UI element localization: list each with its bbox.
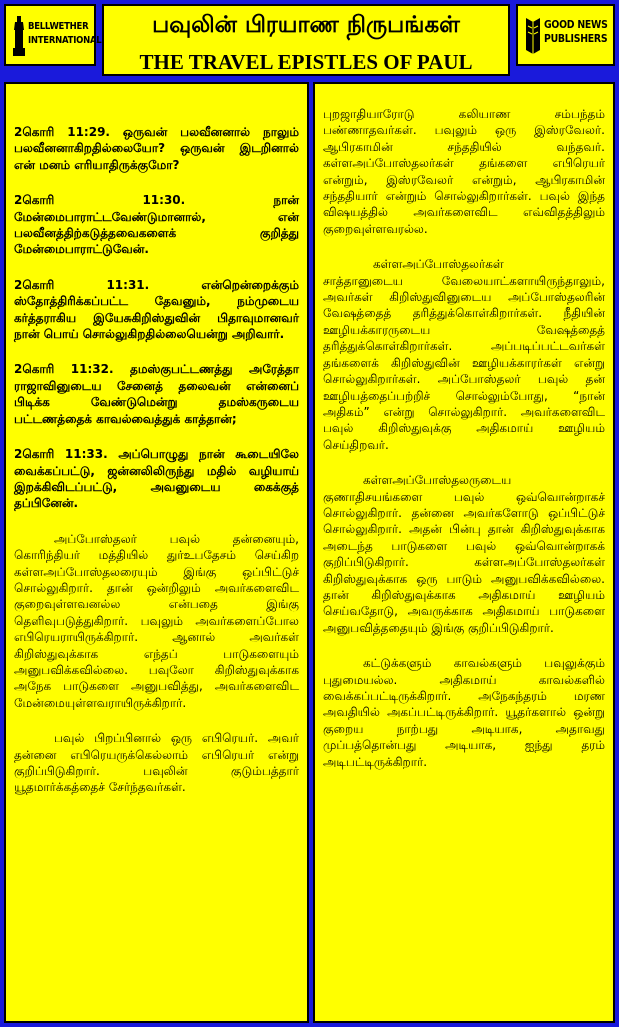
right-column [313,82,615,1023]
verse-2cor-11-29: 2கொரி 11:29. ஒருவன் பலவீனனால் நாலும் பலவீனனாகிறதில்லையோ? ஒருவன் இடறினால் என் மனம் எரியாதிருக்குமோ? [14,125,299,172]
commentary-paragraph: அப்போஸ்தலர் பவுல் தன்னையும், கொரிந்தியர் மத்தியில் துர்உபதேசம் செய்கிற கள்ளஅப்போஸ்தலரையும் இங்கு ஒப்பிட்டுச் சொல்லுகிறார். தான் ஒன்றிலும் அவர்களைவிட குறைவுள்ளவனல்ல என்பதை இங்கு தெளிவுபடுத்துகிறார். பவுலும் அவர்களைப்போல எபிரெயராயிருக்கிறார். ஆனால் அவர்கள் கிறிஸ்துவுக்காக எந்தப் பாடுகளையும் அனுபவிக்கவில்லை. பவுலோ கிறிஸ்துவுக்காக அநேக பாடுகளை அனுபவித்து, அவர்களைவிட மேன்மையுள்ளவராயிருக்கிறார். [14,531,299,710]
commentary-paragraph: புறஜாதியாரோடு கலியாண சம்பந்தம் பண்ணாதவர்கள். பவுலும் ஒரு இஸ்ரவேலர். ஆபிரகாமின் சந்ததியில் வந்தவர். கள்ளஅப்போஸ்தலர்கள் தங்களை எபிரெயர் என்றும், இஸ்ரவேலர் என்றும், ஆபிரகாமின் சந்ததியார் என்றும் சொல்லுகிறார்கள். பவுல் இந்த விஷயத்தில் அவர்களைவிட எவ்விதத்திலும் குறைவுள்ளவரல்ல. [323,107,605,236]
page-title-tamil: பவுலின் பிரயாண நிருபங்கள் [152,12,460,38]
commentary-paragraph: கட்டுக்களும் காவல்களும் பவுலுக்கும் புதுமையல்ல. அதிகமாய் காவல்களில் வைக்கப்பட்டிருக்கிறார். அநேகந்தரம் மரண அவதியில் அகப்பட்டிருக்கிறார். யூதர்களால் ஒன்று குறைய நாற்பது அடியாக, அதாவது முப்பத்தொன்பது அடியாக, ஐந்து தரம் அடிபட்டிருக்கிறார். [323,656,605,769]
left-column-content [14,124,299,815]
book-icon [524,14,542,56]
verse-2cor-11-32: 2கொரி 11:32. தமஸ்குபட்டணத்து அரேத்தா ராஜாவினுடைய சேனைத் தலைவன் என்னைப் பிடிக்க வேண்டுமென்று தமஸ்கருடைய பட்டணத்தைக் காவல்வைத்துக் காத்தான்; [14,362,299,426]
publisher-right-line2: PUBLISHERS [544,32,608,45]
right-column-content [323,106,605,789]
paragraph-lead: கள்ளஅப்போஸ்தலர்கள் [373,257,504,272]
verse-2cor-11-30: 2கொரி 11:30. நான் மேன்மைபாராட்டவேண்டுமானால், என் பலவீனத்திற்கடுத்தவைகளைக் குறித்து மேன்மைபாராட்டுவேன். [14,193,299,257]
publisher-logo-left [4,4,102,66]
publisher-left-line2: INTERNATIONAL [28,35,102,46]
publisher-left-line1: BELLWETHER [28,21,89,32]
page-title-english: THE TRAVEL EPISTLES OF PAUL [139,50,473,74]
commentary-paragraph: கள்ளஅப்போஸ்தலருடைய குணாதிசயங்களை பவுல் ஒவ்வொன்றாகச் சொல்லுகிறார். தன்னை அவர்களோடு ஒப்பிட்டுச் சொல்லுகிறார். அதன் பின்பு தான் கிறிஸ்துவுக்காக அடைந்த பாடுகளை பவுல் ஒவ்வொன்றாகக் குறிப்பிடுகிறார். கள்ளஅப்போஸ்தலர்கள் கிறிஸ்துவுக்காக ஒரு பாடும் அனுபவிக்கவில்லை. தான் கிறிஸ்துவுக்காக அதிகமாய் ஊழியம் செய்வதோடு, அவருக்காக அதிகமாய் பாடுகளை அனுபவித்ததையும் இங்கு குறிப்பிடுகிறார். [323,473,605,635]
publisher-logo-right [516,4,615,66]
commentary-paragraph: பவுல் பிறப்பினால் ஒரு எபிரெயர். அவர் தன்னை எபிரெயருக்கெல்லாம் எபிரெயர் என்று குறிப்பிடுகிறார். பவுலின் குடும்பத்தார் யூதமார்க்கத்தைச் சேர்ந்தவர்கள். [14,731,299,795]
title-banner [102,4,510,76]
publisher-right-line1: GOOD NEWS [544,18,608,31]
verse-2cor-11-33: 2கொரி 11:33. அப்பொழுது நான் கூடையிலே வைக்கப்பட்டு, ஜன்னலிலிருந்து மதில் வழியாய் இறக்கிவிடப்பட்டு, அவனுடைய கைக்குத் தப்பினேன். [14,447,299,511]
left-column [4,82,309,1023]
commentary-paragraph: சாத்தானுடைய வேலையாட்களாயிருந்தாலும், அவர்கள் கிறிஸ்துவினுடைய அப்போஸ்தலரின் வேஷத்தைத் தரித்துக்கொள்கிறார்கள். நீதியின் ஊழியக்காரருடைய வேஷத்தைத் தரித்துக்கொள்கிறார்கள். அப்படிப்பட்டவர்கள் தங்களைக் கிறிஸ்துவின் ஊழியக்காரர்கள் என்று சொல்லுகிறார்கள். அப்போஸ்தலர் பவுல் தன் ஊழியத்தைப்பற்றிச் சொல்லும்போது, “நான் அதிகம்” என்று சொல்லுகிறார். அவர்களைவிட பவுல் கிறிஸ்துவுக்கு அதிகமாய் ஊழியம் செய்திறவர். [323,273,605,452]
bell-tower-icon [12,16,26,56]
verse-2cor-11-31: 2கொரி 11:31. என்றென்றைக்கும் ஸ்தோத்திரிக்கப்பட்ட தேவனும், நம்முடைய கர்த்தராகிய இயேசுகிறிஸ்துவின் பிதாவுமானவர் நான் பொய் சொல்லுகிறதில்லையென்று அறிவார். [14,277,299,342]
